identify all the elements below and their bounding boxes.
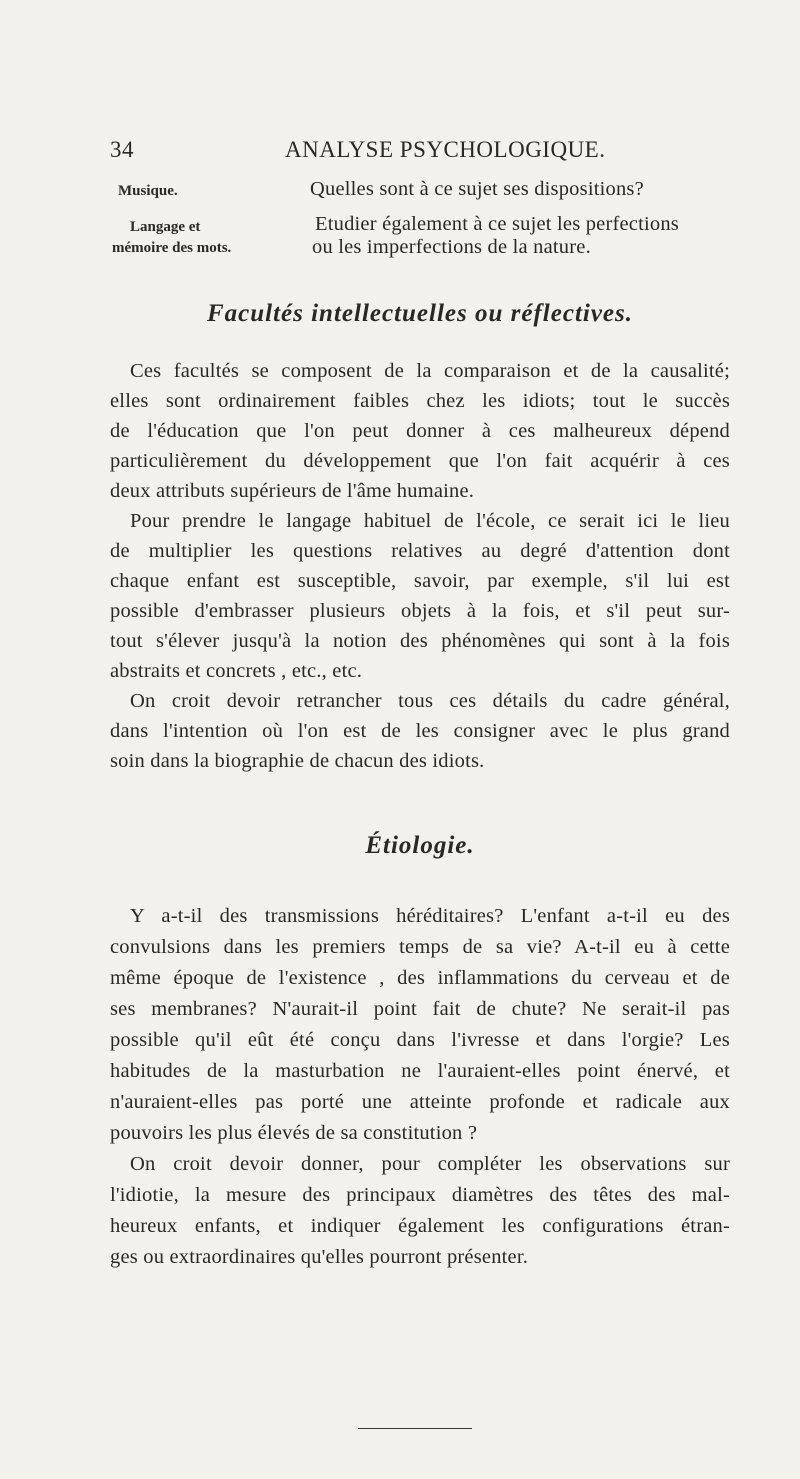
paragraph-line: de l'éducation que l'on peut donner à ces malheureux dépend [110, 420, 730, 442]
running-title: ANALYSE PSYCHOLOGIQUE. [285, 137, 606, 162]
paragraph-line: dans l'intention où l'on est de les consigner avec le plus grand [110, 720, 730, 742]
paragraph-line: ses membranes? N'aurait-il point fait de chute? Ne serait-il pas [110, 998, 730, 1020]
paragraph-line: l'idiotie, la mesure des principaux diamètres des têtes des mal- [110, 1184, 730, 1206]
intro-line: Quelles sont à ce sujet ses dispositions? [310, 178, 644, 200]
intro-line: ou les imperfections de la nature. [312, 236, 591, 258]
paragraph-line: habitudes de la masturbation ne l'auraient-elles point énervé, et [110, 1060, 730, 1082]
paragraph-line: Pour prendre le langage habituel de l'école, ce serait ici le lieu [130, 510, 730, 532]
paragraph-line: pouvoirs les plus élevés de sa constitution ? [110, 1122, 478, 1144]
paragraph-line: deux attributs supérieurs de l'âme humaine. [110, 480, 475, 502]
margin-note-memoire: mémoire des mots. [112, 240, 232, 256]
paragraph-line: heureux enfants, et indiquer également les configurations étran- [110, 1215, 730, 1237]
paragraph-line: elles sont ordinairement faibles chez les idiots; tout le succès [110, 390, 730, 412]
paragraph-line: chaque enfant est susceptible, savoir, par exemple, s'il lui est [110, 570, 730, 592]
paragraph-line: particulièrement du développement que l'on fait acquérir à ces [110, 450, 730, 472]
paragraph-line: n'auraient-elles pas porté une atteinte profonde et radicale aux [110, 1091, 730, 1113]
paragraph-line: ges ou extraordinaires qu'elles pourront présenter. [110, 1246, 529, 1268]
paragraph-line: Y a-t-il des transmissions héréditaires? L'enfant a-t-il eu des [130, 905, 730, 927]
paragraph-line: possible d'embrasser plusieurs objets à la fois, et s'il peut sur- [110, 600, 730, 622]
intro-line: Etudier également à ce sujet les perfections [315, 213, 679, 235]
paragraph-line: soin dans la biographie de chacun des idiots. [110, 750, 485, 772]
paragraph-line: même époque de l'existence , des inflammations du cerveau et de [110, 967, 730, 989]
paragraph-line: tout s'élever jusqu'à la notion des phénomènes qui sont à la fois [110, 630, 730, 652]
section-heading-facultes: Facultés intellectuelles ou réflectives. [206, 300, 634, 327]
margin-note-musique: Musique. [118, 183, 178, 199]
paragraph-line: abstraits et concrets , etc., etc. [110, 660, 363, 682]
paragraph-line: Ces facultés se composent de la comparaison et de la causalité; [130, 360, 730, 382]
paragraph-line: de multiplier les questions relatives au degré d'attention dont [110, 540, 730, 562]
paragraph-line: On croit devoir donner, pour compléter les observations sur [130, 1153, 730, 1175]
end-rule [358, 1428, 472, 1429]
margin-note-langage: Langage et [130, 219, 201, 235]
page-header [110, 137, 730, 169]
page-number: 34 [110, 137, 134, 162]
paragraph-line: convulsions dans les premiers temps de sa vie? A-t-il eu à cette [110, 936, 730, 958]
paragraph-line: possible qu'il eût été conçu dans l'ivresse et dans l'orgie? Les [110, 1029, 730, 1051]
paragraph-line: On croit devoir retrancher tous ces détails du cadre général, [130, 690, 730, 712]
section-heading-etiologie: Étiologie. [365, 832, 475, 859]
